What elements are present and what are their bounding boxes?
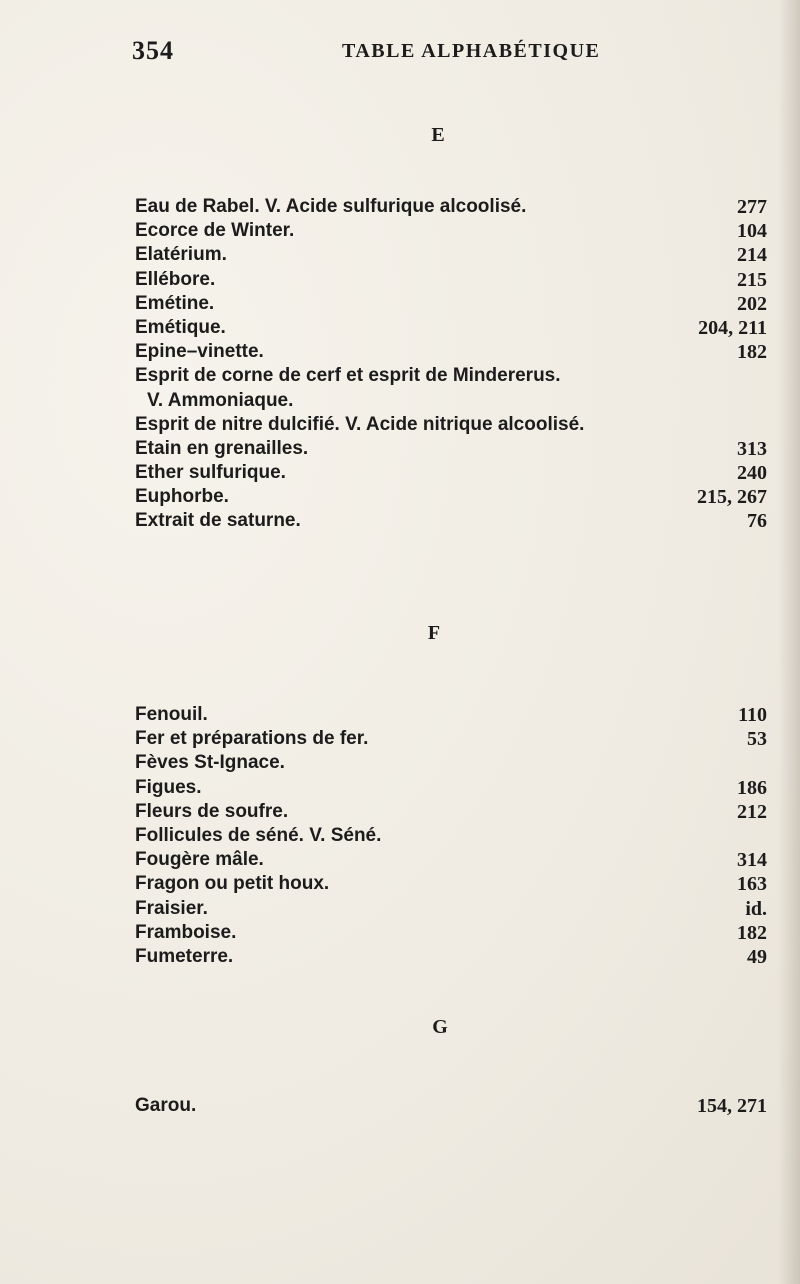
page-header bbox=[132, 36, 772, 66]
entry-label: Fèves St-Ignace. bbox=[135, 752, 285, 774]
entry-label: Esprit de nitre dulcifié. V. Acide nitrique alcoolisé. bbox=[135, 413, 585, 435]
entry-label: Fleurs de soufre. bbox=[135, 800, 289, 822]
index-entry bbox=[135, 195, 767, 219]
page-number: 354 bbox=[132, 36, 174, 65]
index-entry bbox=[135, 921, 767, 945]
index-section-e bbox=[135, 195, 767, 534]
entry-pages: 214 bbox=[737, 244, 767, 267]
entry-pages: 240 bbox=[737, 462, 767, 485]
index-entry bbox=[135, 800, 767, 824]
entry-pages: 163 bbox=[737, 873, 767, 896]
section-letter-g: G bbox=[432, 1016, 448, 1038]
index-entry-continuation bbox=[135, 389, 767, 413]
index-entry bbox=[135, 872, 767, 896]
section-letter-f: F bbox=[427, 622, 441, 644]
entry-pages: 110 bbox=[738, 704, 767, 726]
entry-pages: 313 bbox=[737, 437, 767, 460]
index-entry bbox=[135, 292, 767, 316]
index-entry bbox=[135, 364, 767, 388]
index-entry bbox=[135, 945, 767, 969]
entry-label: Fougère mâle. bbox=[135, 849, 264, 871]
index-entry bbox=[135, 268, 767, 292]
entry-label: Follicules de séné. V. Séné. bbox=[135, 824, 382, 846]
index-entry bbox=[135, 340, 767, 364]
index-entry bbox=[135, 848, 767, 872]
entry-pages: 215 bbox=[737, 268, 767, 291]
entry-label: Epine–vinette. bbox=[135, 341, 264, 363]
section-letter-e: E bbox=[431, 124, 445, 146]
index-section-g bbox=[135, 1094, 767, 1118]
entry-label: Figues. bbox=[135, 776, 202, 798]
entry-label: Eau de Rabel. V. Acide sulfurique alcoolisé. bbox=[135, 196, 527, 217]
entry-label: Euphorbe. bbox=[135, 486, 229, 508]
entry-pages: 277 bbox=[737, 196, 767, 218]
entry-label: Fraisier. bbox=[135, 897, 208, 919]
index-entry bbox=[135, 703, 767, 727]
entry-pages: 212 bbox=[737, 800, 767, 823]
index-entry bbox=[135, 243, 767, 267]
index-entry bbox=[135, 509, 767, 533]
index-entry bbox=[135, 219, 767, 243]
entry-label: Ecorce de Winter. bbox=[135, 220, 295, 242]
index-entry bbox=[135, 776, 767, 800]
index-section-f bbox=[135, 703, 767, 969]
entry-pages: 49 bbox=[747, 945, 767, 968]
entry-label: Emétique. bbox=[135, 316, 226, 338]
index-entry bbox=[135, 316, 767, 340]
entry-pages: 104 bbox=[737, 220, 767, 243]
entry-pages: 182 bbox=[737, 341, 767, 364]
entry-label: Elatérium. bbox=[135, 244, 227, 266]
entry-label: Ether sulfurique. bbox=[135, 462, 286, 484]
entry-pages: 53 bbox=[747, 728, 767, 751]
index-entry bbox=[135, 485, 767, 509]
entry-label: Ellébore. bbox=[135, 268, 216, 290]
entry-label: Framboise. bbox=[135, 921, 237, 943]
entry-pages: 215, 267 bbox=[697, 486, 767, 509]
entry-label: Fragon ou petit houx. bbox=[135, 873, 330, 895]
index-entry bbox=[135, 824, 767, 848]
entry-label: Extrait de saturne. bbox=[135, 510, 301, 532]
index-entry bbox=[135, 897, 767, 921]
entry-label: Fenouil. bbox=[135, 704, 208, 725]
entry-label: V. Ammoniaque. bbox=[147, 389, 294, 411]
entry-label: Garou. bbox=[135, 1095, 197, 1116]
entry-label: Fer et préparations de fer. bbox=[135, 728, 369, 750]
index-entry bbox=[135, 751, 767, 775]
index-entry bbox=[135, 1094, 767, 1118]
entry-label: Etain en grenailles. bbox=[135, 437, 309, 459]
entry-label: Emétine. bbox=[135, 292, 215, 314]
index-entry bbox=[135, 437, 767, 461]
entry-pages: 314 bbox=[737, 849, 767, 872]
entry-pages: 182 bbox=[737, 921, 767, 944]
entry-pages: 154, 271 bbox=[697, 1095, 767, 1117]
entry-pages: 76 bbox=[747, 510, 767, 533]
entry-pages: 204, 211 bbox=[698, 316, 767, 339]
index-entry bbox=[135, 461, 767, 485]
index-entry bbox=[135, 727, 767, 751]
index-entry bbox=[135, 413, 767, 437]
entry-label: Esprit de corne de cerf et esprit de Mindererus. bbox=[135, 365, 561, 387]
entry-pages: id. bbox=[745, 897, 767, 920]
running-title: TABLE ALPHABÉTIQUE bbox=[342, 40, 601, 62]
entry-pages: 202 bbox=[737, 292, 767, 315]
entry-pages: 186 bbox=[737, 776, 767, 799]
entry-label: Fumeterre. bbox=[135, 945, 234, 967]
